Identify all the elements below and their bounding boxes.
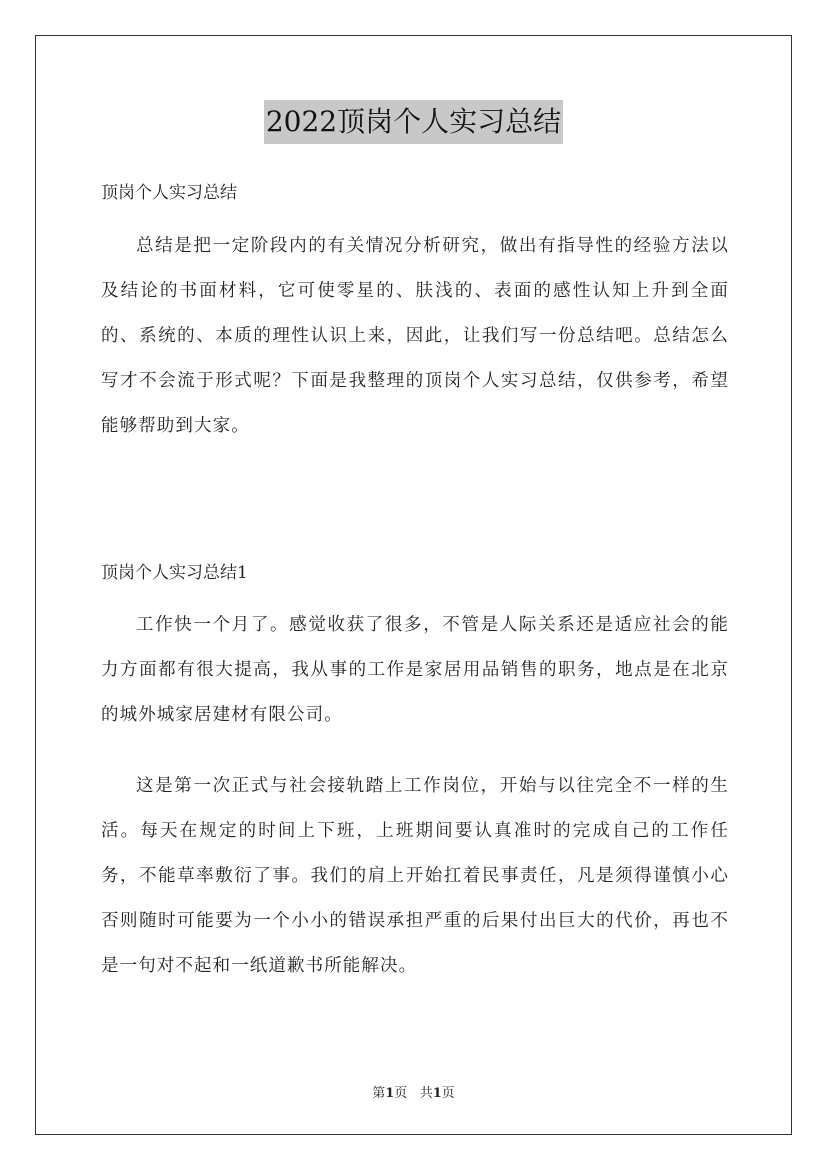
section1-paragraph-2: 这是第一次正式与社会接轨踏上工作岗位，开始与以往完全不一样的生活。每天在规定的时间上下班，上班期间要认真准时的完成自己的工作任务，不能草率敷衍了事。我们的肩上开始扛着民事责任，凡是须得谨慎小心否则随时可能要为一个小小的错误承担严重的后果付出巨大的代价，再也不是一句对不起和一纸道歉书所能解决。 [101,776,729,976]
section1-paragraph-1: 工作快一个月了。感觉收获了很多，不管是人际关系还是适应社会的能力方面都有很大提高，我从事的工作是家居用品销售的职务，地点是在北京的城外城家居建材有限公司。 [101,615,729,725]
title-container [0,100,827,144]
total-prefix: 共 [419,1086,433,1101]
total-suffix: 页 [441,1086,455,1101]
total-pages: 1 [432,1086,442,1101]
page-footer [0,1082,827,1101]
document-title: 2022顶岗个人实习总结 [264,100,563,144]
page-prefix: 第 [372,1086,386,1101]
page-number: 1 [385,1086,395,1101]
page-suffix: 页 [394,1086,408,1101]
section1-heading: 顶岗个人实习总结1 [101,563,248,583]
intro-heading: 顶岗个人实习总结 [101,183,237,203]
intro-paragraph: 总结是把一定阶段内的有关情况分析研究，做出有指导性的经验方法以及结论的书面材料，它可使零星的、肤浅的、表面的感性认知上升到全面的、系统的、本质的理性认识上来，因此，让我们写一份总结吧。总结怎么写才不会流于形式呢？下面是我整理的顶岗个人实习总结，仅供参考，希望能够帮助到大家。 [101,236,729,436]
